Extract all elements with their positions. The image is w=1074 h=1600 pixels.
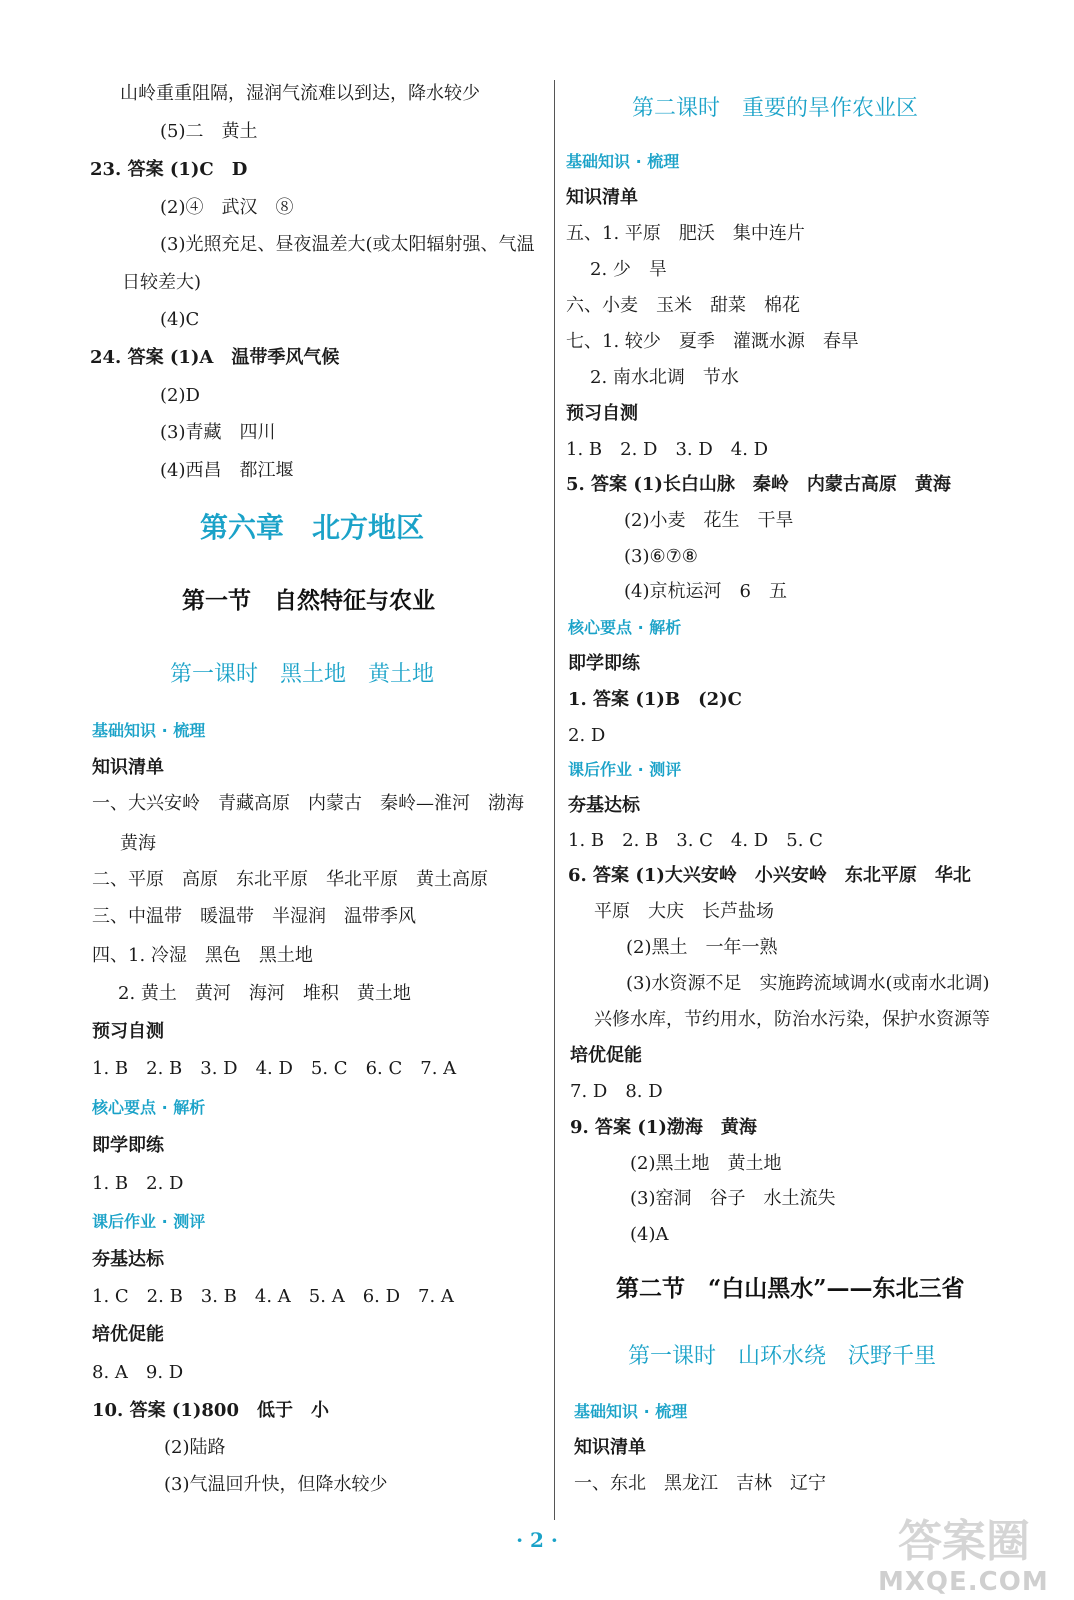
section-tag: 基础知识 · 梳理 [566, 152, 680, 171]
answer-line: 一、东北 黑龙江 吉林 辽宁 [574, 1473, 826, 1494]
watermark-logo [878, 1505, 1068, 1597]
answer-line: (2)黑土 一年一熟 [626, 937, 778, 958]
answer-line: (2)④ 武汉 ⑧ [160, 197, 294, 218]
answer-line: 1. C 2. B 3. B 4. A 5. A 6. D 7. A [92, 1286, 454, 1307]
answer-line: 山岭重重阻隔，湿润气流难以到达，降水较少 [120, 83, 480, 104]
chapter-title: 第六章 北方地区 [200, 511, 425, 544]
subheading: 培优促能 [570, 1045, 642, 1066]
answer-line: (4)C [160, 309, 200, 330]
answer-line: 1. B 2. B 3. C 4. D 5. C [568, 830, 823, 851]
subheading: 预习自测 [566, 403, 638, 424]
section-tag: 课后作业 · 测评 [568, 760, 682, 779]
lesson-title: 第一课时 黑土地 黄土地 [170, 662, 435, 687]
section-tag: 基础知识 · 梳理 [92, 721, 206, 740]
answer-line: 1. B 2. D 3. D 4. D [566, 439, 769, 460]
answer-line: 一、大兴安岭 青藏高原 内蒙古 秦岭—淮河 渤海 [92, 793, 524, 814]
answer-line: (3)气温回升快，但降水较少 [164, 1474, 388, 1495]
answer-line: 四、1. 冷湿 黑色 黑土地 [92, 945, 313, 966]
answer-line: (4)西昌 都江堰 [160, 460, 294, 481]
answer-line: 2. D [568, 725, 606, 746]
answer-line: 2. 黄土 黄河 海河 堆积 黄土地 [118, 983, 411, 1004]
section-tag: 课后作业 · 测评 [92, 1212, 206, 1231]
section-tag: 基础知识 · 梳理 [574, 1402, 688, 1421]
answer-line: 平原 大庆 长芦盐场 [594, 901, 774, 922]
question-10: 10. 答案 (1)800 低于 小 [92, 1400, 329, 1421]
answer-line: 8. A 9. D [92, 1362, 184, 1383]
watermark-logo-mark: 答案圈 [898, 1516, 1030, 1567]
lesson-title: 第一课时 山环水绕 沃野千里 [628, 1344, 937, 1369]
section-title: 第一节 自然特征与农业 [182, 587, 435, 614]
answer-line: (4)京杭运河 6 五 [624, 581, 787, 602]
answer-line: 六、小麦 玉米 甜菜 棉花 [566, 295, 800, 316]
section-title: 第二节 “白山黑水”——东北三省 [616, 1275, 965, 1302]
subheading: 夯基达标 [568, 795, 640, 816]
answer-line: 1. B 2. D [92, 1173, 184, 1194]
answer-line: (3)窑洞 谷子 水土流失 [630, 1188, 836, 1209]
page-number: · 2 · [516, 1528, 558, 1552]
column-divider [554, 80, 555, 1520]
section-tag: 核心要点 · 解析 [92, 1098, 206, 1117]
question-24: 24. 答案 (1)A 温带季风气候 [90, 347, 340, 368]
watermark-logo-url: MXQE.COM [878, 1567, 1049, 1597]
answer-line: 七、1. 较少 夏季 灌溉水源 春旱 [566, 331, 859, 352]
answer-line: 日较差大) [122, 272, 202, 293]
subheading: 夯基达标 [92, 1249, 164, 1270]
subheading: 预习自测 [92, 1021, 164, 1042]
answer-line: 1. B 2. B 3. D 4. D 5. C 6. C 7. A [92, 1058, 457, 1079]
answer-line: (3)水资源不足 实施跨流域调水(或南水北调) [626, 973, 990, 994]
question-23: 23. 答案 (1)C D [90, 159, 248, 180]
answer-line: (2)D [160, 385, 200, 406]
answer-line: 黄海 [120, 833, 156, 854]
lesson-title: 第二课时 重要的旱作农业区 [632, 96, 919, 121]
answer-line: (3)⑥⑦⑧ [624, 546, 698, 567]
section-tag: 核心要点 · 解析 [568, 618, 682, 637]
answer-line: 7. D 8. D [570, 1081, 663, 1102]
answer-line: (2)陆路 [164, 1437, 226, 1458]
answer-line: 五、1. 平原 肥沃 集中连片 [566, 223, 805, 244]
answer-line: 1. 答案 (1)B (2)C [568, 689, 742, 710]
question-9: 9. 答案 (1)渤海 黄海 [570, 1117, 757, 1138]
answer-line: (5)二 黄土 [160, 121, 258, 142]
subheading: 知识清单 [92, 757, 164, 778]
answer-line: 二、平原 高原 东北平原 华北平原 黄土高原 [92, 869, 488, 890]
answer-line: (2)小麦 花生 干旱 [624, 510, 794, 531]
answer-line: (3)光照充足、昼夜温差大(或太阳辐射强、气温 [160, 234, 535, 255]
answer-line: (3)青藏 四川 [160, 422, 276, 443]
subheading: 培优促能 [92, 1324, 164, 1345]
subheading: 知识清单 [566, 187, 638, 208]
subheading: 即学即练 [568, 653, 640, 674]
answer-line: 三、中温带 暖温带 半湿润 温带季风 [92, 906, 416, 927]
question-5: 5. 答案 (1)长白山脉 秦岭 内蒙古高原 黄海 [566, 474, 951, 495]
subheading: 即学即练 [92, 1135, 164, 1156]
answer-line: 2. 少 旱 [590, 259, 667, 280]
question-6: 6. 答案 (1)大兴安岭 小兴安岭 东北平原 华北 [568, 865, 971, 886]
answer-line: (4)A [630, 1224, 669, 1245]
answer-line: 2. 南水北调 节水 [590, 367, 739, 388]
subheading: 知识清单 [574, 1437, 646, 1458]
answer-line: 兴修水库，节约用水，防治水污染，保护水资源等 [594, 1009, 990, 1030]
answer-line: (2)黑土地 黄土地 [630, 1153, 782, 1174]
